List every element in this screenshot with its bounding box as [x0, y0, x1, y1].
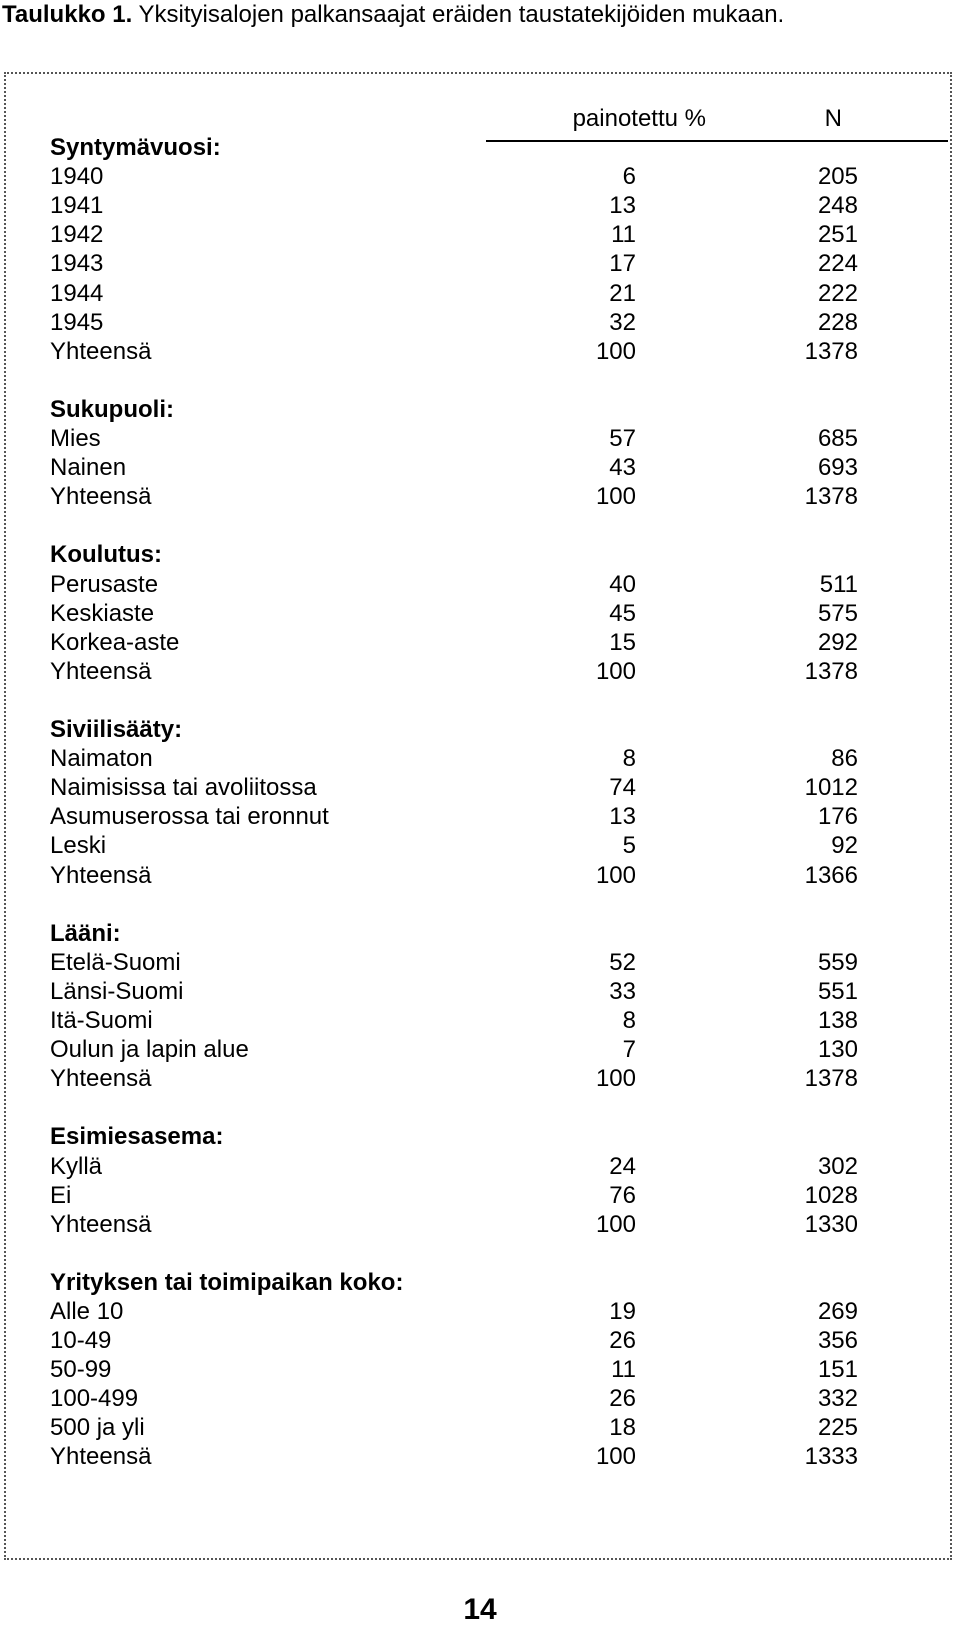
cell-n: 225: [817, 1414, 858, 1441]
cell-pct: 32: [609, 309, 636, 336]
table-row: [50, 1181, 860, 1211]
cell-n: 130: [817, 1036, 858, 1063]
cell-pct: 26: [609, 1385, 636, 1412]
cell-n: 224: [817, 250, 858, 277]
cell-n: 551: [817, 978, 858, 1005]
cell-pct: 74: [609, 774, 636, 801]
section-title-row: [50, 1122, 860, 1152]
cell-n: 205: [817, 163, 858, 190]
section-title: Sukupuoli:: [50, 396, 174, 423]
cell-n: 1378: [804, 658, 858, 685]
cell-pct: 100: [595, 1065, 636, 1092]
table-row: [50, 1413, 860, 1443]
cell-label: Asumuserossa tai eronnut: [50, 803, 329, 830]
cell-pct: 18: [609, 1414, 636, 1441]
table-row: [50, 249, 860, 279]
table-row: [50, 1442, 860, 1472]
table-row: [50, 453, 860, 483]
cell-pct: 57: [609, 425, 636, 452]
table-row: [50, 861, 860, 891]
cell-n: 559: [817, 949, 858, 976]
table-row: [50, 628, 860, 658]
table-row: [50, 482, 860, 512]
cell-pct: 45: [609, 600, 636, 627]
cell-pct: 33: [609, 978, 636, 1005]
table-row: [50, 1355, 860, 1385]
cell-label: Yhteensä: [50, 1443, 152, 1470]
cell-pct: 24: [609, 1153, 636, 1180]
table-row: [50, 162, 860, 192]
cell-pct: 100: [595, 338, 636, 365]
table-row: [50, 1064, 860, 1094]
cell-n: 1333: [804, 1443, 858, 1470]
cell-label: Yhteensä: [50, 483, 152, 510]
table-row: [50, 599, 860, 629]
cell-n: 302: [817, 1153, 858, 1180]
cell-label: Naimisissa tai avoliitossa: [50, 774, 317, 801]
cell-n: 176: [817, 803, 858, 830]
cell-label: Ei: [50, 1182, 72, 1209]
cell-pct: 19: [609, 1298, 636, 1325]
table-row: [50, 279, 860, 309]
section-title: Lääni:: [50, 920, 121, 947]
section-title: Esimiesasema:: [50, 1123, 224, 1150]
table-row: [50, 220, 860, 250]
cell-label: Korkea-aste: [50, 629, 180, 656]
cell-n: 332: [817, 1385, 858, 1412]
cell-pct: 8: [622, 1007, 636, 1034]
cell-n: 693: [817, 454, 858, 481]
column-header-pct: painotettu %: [572, 105, 706, 132]
cell-pct: 26: [609, 1327, 636, 1354]
cell-label: 1944: [50, 280, 104, 307]
cell-label: Itä-Suomi: [50, 1007, 153, 1034]
cell-pct: 43: [609, 454, 636, 481]
section-title: Koulutus:: [50, 541, 162, 568]
cell-pct: 100: [595, 483, 636, 510]
cell-pct: 100: [595, 862, 636, 889]
cell-n: 92: [831, 832, 858, 859]
cell-label: Alle 10: [50, 1298, 124, 1325]
cell-n: 151: [817, 1356, 858, 1383]
cell-pct: 100: [595, 1443, 636, 1470]
cell-label: 10-49: [50, 1327, 112, 1354]
column-header-row: [50, 104, 860, 134]
cell-label: Mies: [50, 425, 101, 452]
cell-pct: 13: [609, 803, 636, 830]
table-row: [50, 1152, 860, 1182]
cell-n: 685: [817, 425, 858, 452]
cell-label: 100-499: [50, 1385, 139, 1412]
cell-n: 248: [817, 192, 858, 219]
cell-n: 222: [817, 280, 858, 307]
cell-pct: 11: [611, 221, 636, 248]
cell-n: 1378: [804, 338, 858, 365]
cell-pct: 15: [609, 629, 636, 656]
cell-n: 1366: [804, 862, 858, 889]
section-title-row: [50, 919, 860, 949]
cell-n: 511: [819, 571, 858, 598]
cell-label: Yhteensä: [50, 338, 152, 365]
table-row: [50, 1210, 860, 1240]
table-row: [50, 1384, 860, 1414]
section-title: Yrityksen tai toimipaikan koko:: [50, 1269, 404, 1296]
cell-label: Länsi-Suomi: [50, 978, 184, 1005]
cell-label: 1941: [50, 192, 104, 219]
table-row: [50, 1326, 860, 1356]
section-title-row: [50, 1268, 860, 1298]
cell-pct: 100: [595, 1211, 636, 1238]
cell-n: 86: [831, 745, 858, 772]
cell-label: 500 ja yli: [50, 1414, 145, 1441]
cell-n: 269: [817, 1298, 858, 1325]
cell-pct: 100: [595, 658, 636, 685]
cell-pct: 13: [609, 192, 636, 219]
table-row: [50, 802, 860, 832]
cell-label: 50-99: [50, 1356, 112, 1383]
cell-label: 1940: [50, 163, 104, 190]
cell-label: Kyllä: [50, 1153, 103, 1180]
cell-label: Yhteensä: [50, 1211, 152, 1238]
table-row: [50, 657, 860, 687]
cell-label: 1943: [50, 250, 104, 277]
table-row: [50, 977, 860, 1007]
cell-pct: 5: [622, 832, 636, 859]
cell-pct: 11: [611, 1356, 636, 1383]
cell-n: 356: [817, 1327, 858, 1354]
cell-label: Naimaton: [50, 745, 153, 772]
section-title-row: [50, 133, 860, 163]
column-header-n: N: [824, 105, 842, 132]
caption-text: Yksityisalojen palkansaajat eräiden taustatekijöiden mukaan.: [132, 1, 785, 28]
cell-pct: 52: [609, 949, 636, 976]
section-title-row: [50, 540, 860, 570]
section-title-row: [50, 715, 860, 745]
table-row: [50, 744, 860, 774]
section-title: Siviilisääty:: [50, 716, 183, 743]
table-row: [50, 337, 860, 367]
section-title: Syntymävuosi:: [50, 134, 221, 161]
cell-label: Oulun ja lapin alue: [50, 1036, 249, 1063]
cell-n: 1378: [804, 483, 858, 510]
cell-pct: 8: [622, 745, 636, 772]
cell-label: Etelä-Suomi: [50, 949, 181, 976]
cell-n: 1378: [804, 1065, 858, 1092]
cell-label: Perusaste: [50, 571, 159, 598]
table-row: [50, 1297, 860, 1327]
cell-n: 251: [817, 221, 858, 248]
caption-lead: Taulukko 1.: [2, 1, 133, 28]
table-row: [50, 308, 860, 338]
cell-pct: 40: [609, 571, 636, 598]
table-row: [50, 948, 860, 978]
cell-n: 575: [817, 600, 858, 627]
table-row: [50, 570, 860, 600]
cell-label: Yhteensä: [50, 862, 152, 889]
page-number: 14: [463, 1593, 497, 1626]
section-title-row: [50, 395, 860, 425]
cell-n: 292: [817, 629, 858, 656]
cell-pct: 17: [609, 250, 636, 277]
cell-label: Yhteensä: [50, 658, 152, 685]
cell-n: 1028: [804, 1182, 858, 1209]
cell-n: 228: [817, 309, 858, 336]
cell-label: Keskiaste: [50, 600, 155, 627]
table-row: [50, 773, 860, 803]
cell-pct: 7: [622, 1036, 636, 1063]
table-row: [50, 1006, 860, 1036]
cell-pct: 6: [622, 163, 636, 190]
table-row: [50, 1035, 860, 1065]
cell-label: Yhteensä: [50, 1065, 152, 1092]
cell-n: 138: [817, 1007, 858, 1034]
table-caption: [2, 0, 784, 30]
table-row: [50, 831, 860, 861]
cell-pct: 21: [609, 280, 636, 307]
cell-label: 1942: [50, 221, 104, 248]
cell-n: 1330: [804, 1211, 858, 1238]
cell-label: Leski: [50, 832, 107, 859]
table-row: [50, 191, 860, 221]
cell-pct: 76: [609, 1182, 636, 1209]
cell-label: Nainen: [50, 454, 127, 481]
table-row: [50, 424, 860, 454]
cell-label: 1945: [50, 309, 104, 336]
cell-n: 1012: [804, 774, 858, 801]
